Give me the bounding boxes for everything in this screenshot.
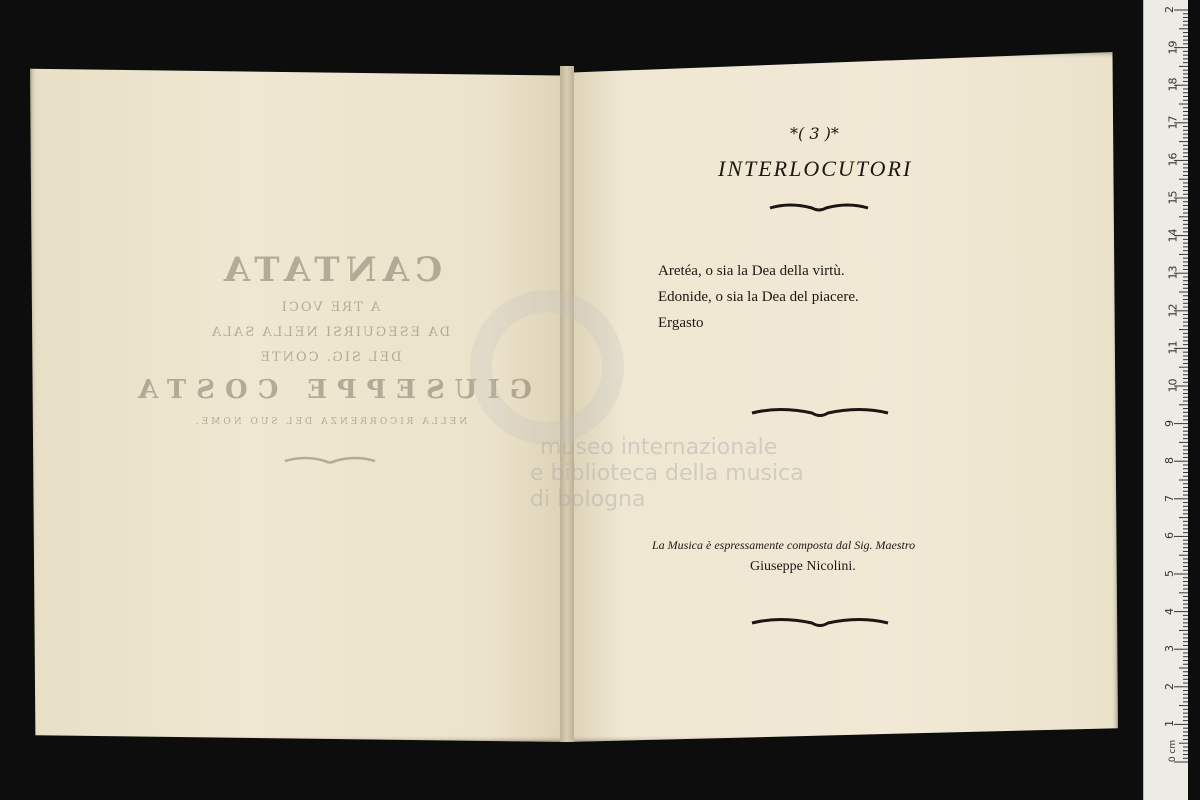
watermark-line-1: museo internazionale: [540, 435, 778, 460]
ruler-number: 5: [1163, 570, 1176, 577]
watermark-logo: [470, 290, 624, 444]
flourish-ornament-bottom: [750, 614, 890, 632]
mirror-line-2: DA ESEGUIRSI NELLA SALA: [209, 325, 451, 340]
mirror-line-3: DEL SIG. CONTE: [258, 350, 402, 365]
mirror-line-1: A TRE VOCI: [279, 300, 381, 315]
watermark-line-2: e biblioteca della musica: [530, 461, 804, 486]
ruler-number: 10: [1166, 378, 1180, 393]
page-number: *( 3 )*: [790, 124, 839, 143]
mirror-name: GIUSEPPE COSTA: [128, 375, 532, 405]
mirror-title: CANTATA: [217, 250, 443, 290]
ruler-number: 3: [1163, 645, 1176, 653]
ruler-number: 15: [1166, 190, 1180, 205]
ruler-number: 4: [1163, 607, 1176, 615]
mirror-flourish-ornament: [120, 453, 540, 472]
ruler-number: 16: [1166, 152, 1180, 167]
ruler-unit-label: 0 cm: [1168, 739, 1179, 763]
ruler-number: 9: [1163, 419, 1176, 427]
ruler-number: 6: [1163, 532, 1176, 540]
measurement-ruler: [1143, 0, 1188, 800]
watermark-line-3: di bologna: [530, 487, 646, 512]
ruler-number: 2: [1163, 682, 1176, 690]
credit-line-2: Giuseppe Nicolini.: [750, 559, 856, 574]
ruler-number: 13: [1166, 265, 1180, 280]
page-heading: INTERLOCUTORI: [718, 156, 913, 181]
ruler-number: 19: [1166, 40, 1180, 55]
flourish-ornament-top: [768, 200, 870, 216]
ruler-number: 11: [1166, 340, 1180, 355]
ruler-number: 14: [1166, 228, 1180, 243]
cast-item-aretea: Aretéa, o sia la Dea della virtù.: [658, 263, 845, 279]
ruler-number: 18: [1166, 77, 1180, 92]
ruler-number: 2: [1163, 6, 1176, 13]
credit-line-1: La Musica è espressamente composta dal Sig. Maestro: [652, 538, 916, 552]
ruler-number: 1: [1163, 720, 1176, 728]
mirror-line-4: NELLA RICORRENZA DEL SUO NOME.: [192, 417, 468, 427]
ruler-number: 8: [1163, 457, 1176, 465]
ruler-number: 7: [1163, 494, 1176, 502]
cast-item-ergasto: Ergasto: [658, 315, 704, 331]
flourish-ornament-middle: [750, 404, 890, 422]
cast-item-edonide: Edonide, o sia la Dea del piacere.: [658, 289, 859, 305]
cast-list: [658, 258, 859, 336]
ruler-number: 12: [1166, 303, 1180, 318]
ruler-number: 17: [1166, 115, 1180, 130]
